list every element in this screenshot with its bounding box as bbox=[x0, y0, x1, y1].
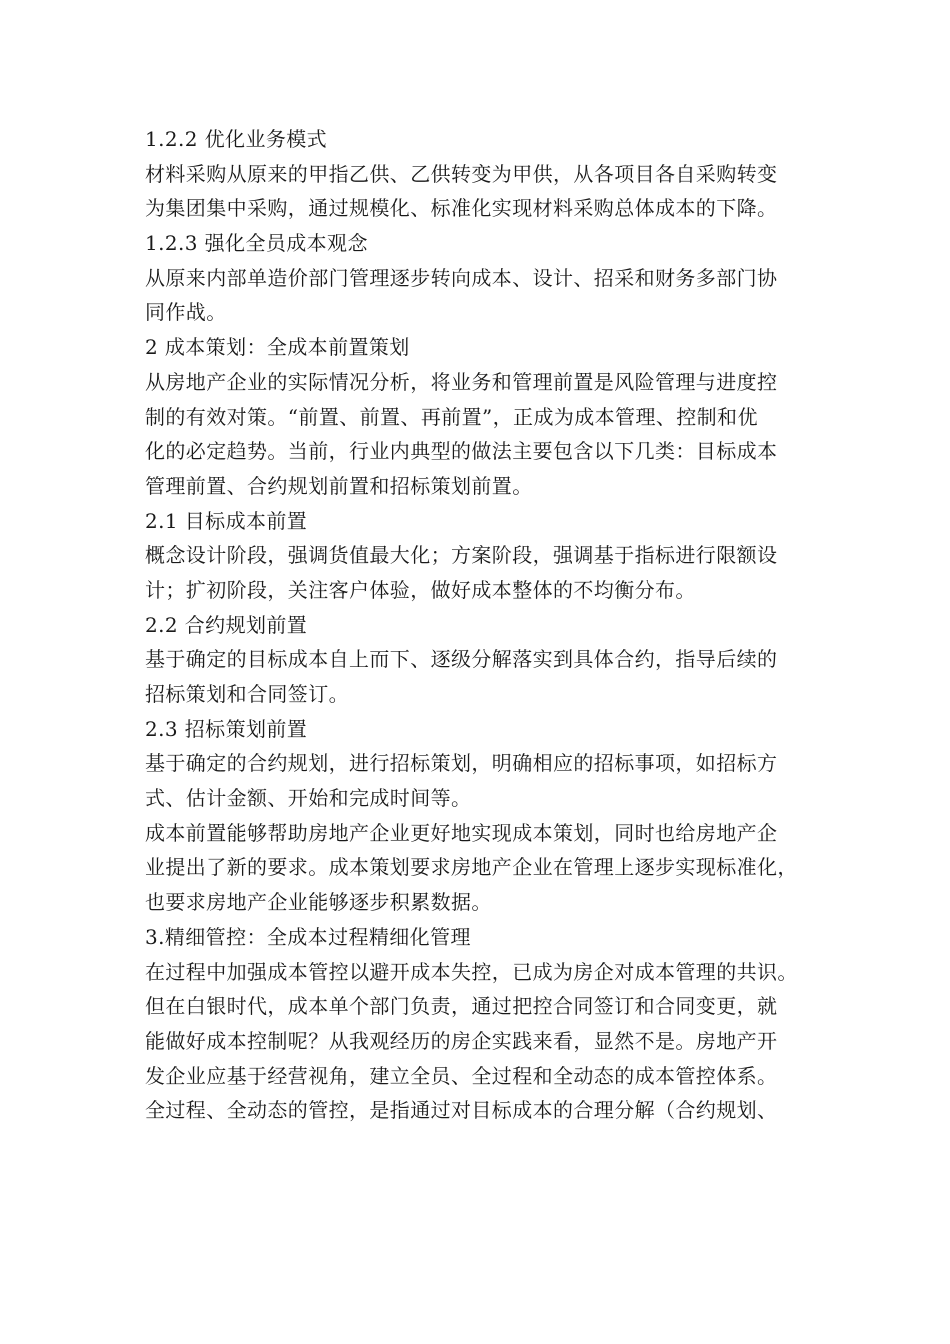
heading-2-2: 2.2 合约规划前置 bbox=[145, 612, 308, 637]
paragraph-line: 能做好成本控制呢？从我观经历的房企实践来看，显然不是。房地产开 bbox=[145, 1028, 778, 1053]
paragraph-line: 全过程、全动态的管控，是指通过对目标成本的合理分解（合约规划、 bbox=[145, 1098, 778, 1123]
paragraph-line: 材料采购从原来的甲指乙供、乙供转变为甲供，从各项目各自采购转变 bbox=[145, 161, 778, 186]
heading-2-3: 2.3 招标策划前置 bbox=[145, 716, 308, 741]
heading-1-2-2: 1.2.2 优化业务模式 bbox=[145, 127, 328, 151]
paragraph-line: 从原来内部单造价部门管理逐步转向成本、设计、招采和财务多部门协 bbox=[145, 265, 778, 290]
paragraph-line: 但在白银时代，成本单个部门负责，通过把控合同签订和合同变更，就 bbox=[145, 994, 778, 1019]
paragraph-line: 从房地产企业的实际情况分析，将业务和管理前置是风险管理与进度控 bbox=[145, 369, 778, 394]
paragraph-line: 制的有效对策。“前置、前置、再前置”，正成为成本管理、控制和优 bbox=[145, 404, 758, 429]
paragraph-line: 基于确定的目标成本自上而下、逐级分解落实到具体合约，指导后续的 bbox=[145, 647, 778, 672]
heading-3: 3.精细管控：全成本过程精细化管理 bbox=[145, 924, 471, 949]
document-body bbox=[145, 122, 810, 1128]
heading-2: 2 成本策划：全成本前置策划 bbox=[145, 335, 410, 360]
paragraph-line: 也要求房地产企业能够逐步积累数据。 bbox=[145, 890, 492, 915]
paragraph-line: 成本前置能够帮助房地产企业更好地实现成本策划，同时也给房地产企 bbox=[145, 820, 778, 845]
paragraph-line: 化的必定趋势。当前，行业内典型的做法主要包含以下几类：目标成本 bbox=[145, 439, 778, 464]
paragraph-line: 管理前置、合约规划前置和招标策划前置。 bbox=[145, 473, 533, 498]
paragraph-line: 概念设计阶段，强调货值最大化；方案阶段，强调基于指标进行限额设 bbox=[145, 543, 778, 568]
paragraph-line: 业提出了新的要求。成本策划要求房地产企业在管理上逐步实现标准化， bbox=[145, 855, 798, 880]
heading-2-1: 2.1 目标成本前置 bbox=[145, 508, 308, 533]
paragraph-line: 式、估计金额、开始和完成时间等。 bbox=[145, 786, 472, 811]
paragraph-line: 基于确定的合约规划，进行招标策划，明确相应的招标事项，如招标方 bbox=[145, 751, 778, 776]
paragraph-line: 为集团集中采购，通过规模化、标准化实现材料采购总体成本的下降。 bbox=[145, 196, 778, 221]
heading-1-2-3: 1.2.3 强化全员成本观念 bbox=[145, 231, 368, 256]
paragraph-line: 在过程中加强成本管控以避开成本失控，已成为房企对成本管理的共识。 bbox=[145, 959, 798, 984]
paragraph-line: 同作战。 bbox=[145, 300, 227, 325]
paragraph-line: 招标策划和合同签订。 bbox=[145, 682, 349, 706]
paragraph-line: 计；扩初阶段，关注客户体验，做好成本整体的不均衡分布。 bbox=[145, 577, 696, 602]
paragraph-line: 发企业应基于经营视角，建立全员、全过程和全动态的成本管控体系。 bbox=[145, 1063, 778, 1088]
